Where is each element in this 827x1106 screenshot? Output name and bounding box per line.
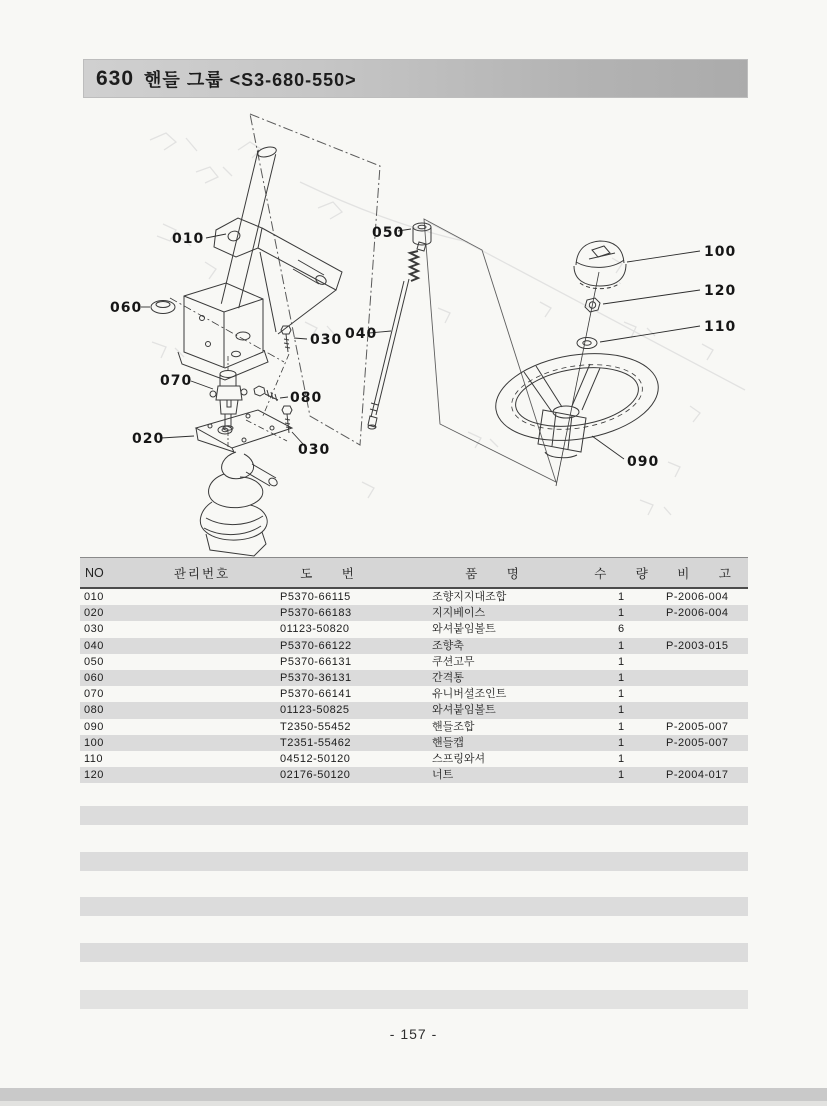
cell-qty: 1 — [617, 655, 625, 668]
cell-mgmt — [152, 686, 252, 702]
cell-remarks — [660, 654, 748, 670]
cell-drawing: P5370-66183 — [280, 607, 352, 620]
empty-row-stripe — [80, 852, 748, 871]
cell-remarks: P-2005-007 — [666, 736, 729, 749]
table-row — [80, 638, 748, 654]
section-number: 630 — [96, 66, 135, 90]
part-handle-cap-100 — [574, 241, 626, 289]
cell-remarks — [660, 670, 748, 686]
table-row — [80, 621, 748, 637]
cell-no: 010 — [84, 591, 104, 603]
callout-030-upper: 030 — [310, 332, 343, 348]
cell-no: 070 — [84, 688, 104, 701]
part-spring-washer-110 — [577, 338, 597, 349]
cell-qty: 1 — [617, 736, 625, 749]
page-number: - 157 - — [389, 1026, 438, 1042]
header-quantity: 수 량 — [594, 566, 648, 581]
cell-drawing: P5370-66131 — [280, 655, 352, 668]
cell-qty: 1 — [617, 688, 625, 701]
callout-120: 120 — [704, 283, 737, 299]
cell-drawing: P5370-36131 — [280, 671, 352, 684]
cell-name: 지지베이스 — [432, 607, 486, 620]
empty-row-stripe — [80, 806, 748, 825]
header-mgmt-number: 관리번호 — [173, 566, 231, 581]
cell-no: 040 — [84, 639, 104, 652]
cell-name: 조향지지대조합 — [432, 591, 507, 603]
cell-mgmt — [152, 751, 252, 767]
cell-no: 080 — [84, 704, 104, 717]
cell-no: 030 — [84, 623, 104, 636]
cell-mgmt — [152, 719, 252, 735]
exploded-parts-diagram — [80, 105, 750, 560]
cell-mgmt — [152, 767, 252, 783]
cell-remarks — [660, 621, 748, 637]
table-row — [80, 589, 748, 605]
callout-030-lower: 030 — [298, 442, 331, 458]
callout-050: 050 — [372, 225, 405, 241]
cell-drawing: 04512-50120 — [280, 752, 351, 765]
cell-remarks: P-2005-007 — [666, 720, 729, 733]
table-row — [80, 719, 748, 735]
part-washer-bolt-030-upper — [262, 326, 291, 418]
callout-070: 070 — [160, 373, 193, 389]
header-part-name: 품 명 — [465, 566, 519, 581]
table-row — [80, 654, 748, 670]
table-row — [80, 686, 748, 702]
parts-table-header — [80, 557, 748, 589]
cell-drawing: T2350-55452 — [280, 720, 351, 733]
cell-qty: 1 — [617, 752, 625, 765]
cell-qty: 1 — [617, 591, 625, 603]
cell-remarks: P-2006-004 — [666, 607, 729, 620]
cell-name: 핸들캡 — [432, 736, 464, 749]
parts-table — [80, 557, 748, 783]
callout-060: 060 — [110, 300, 143, 316]
cell-drawing: P5370-66122 — [280, 639, 352, 652]
cell-qty: 1 — [617, 671, 625, 684]
cell-drawing: 02176-50120 — [280, 769, 351, 782]
cell-remarks — [660, 702, 748, 718]
table-row — [80, 767, 748, 783]
table-row — [80, 670, 748, 686]
callout-080: 080 — [290, 390, 323, 406]
cell-name: 와셔붙임볼트 — [432, 704, 496, 717]
cell-qty: 1 — [617, 704, 625, 717]
cell-name: 유니버셜조인트 — [432, 688, 507, 701]
scan-edge-artifact — [0, 1088, 827, 1101]
table-row — [80, 751, 748, 767]
assembly-plane-outlines — [250, 114, 556, 482]
empty-row-stripe — [80, 990, 748, 1009]
callout-100: 100 — [704, 244, 737, 260]
cell-qty: 1 — [617, 720, 625, 733]
cell-name: 너트 — [432, 769, 454, 782]
cell-name: 와셔붙임볼트 — [432, 623, 496, 636]
cell-remarks: P-2004-017 — [666, 769, 729, 782]
table-row — [80, 605, 748, 621]
table-row — [80, 735, 748, 751]
cell-no: 020 — [84, 607, 104, 620]
cell-name: 간격통 — [432, 671, 464, 684]
cell-qty: 1 — [617, 607, 625, 620]
header-no: NO — [85, 565, 104, 580]
cell-name: 스프링와셔 — [432, 752, 486, 765]
cell-name: 쿠션고무 — [432, 655, 475, 668]
parts-table-body — [80, 589, 748, 783]
section-title: 핸들 그룹 <S3-680-550> — [144, 69, 357, 90]
cell-no: 050 — [84, 655, 104, 668]
cell-remarks: P-2003-015 — [666, 639, 729, 652]
header-drawing-number: 도 번 — [300, 566, 354, 581]
cell-mgmt — [152, 735, 252, 751]
cell-qty: 1 — [617, 769, 625, 782]
cell-qty: 6 — [617, 623, 625, 636]
callout-040: 040 — [345, 326, 378, 342]
cell-no: 100 — [84, 736, 104, 749]
header-remarks: 비 고 — [677, 566, 731, 581]
cell-mgmt — [152, 670, 252, 686]
part-support-base-020 — [196, 410, 292, 556]
cell-mgmt — [152, 654, 252, 670]
cell-remarks: P-2006-004 — [666, 591, 729, 603]
cell-drawing: P5370-66141 — [280, 688, 352, 701]
cell-mgmt — [152, 589, 252, 605]
cell-no: 060 — [84, 671, 104, 684]
cell-drawing: 01123-50820 — [280, 623, 350, 636]
cell-qty: 1 — [617, 639, 625, 652]
part-spacer-grommet-060 — [151, 298, 284, 362]
scan-edge-artifact-light — [0, 1101, 827, 1106]
cell-mgmt — [152, 605, 252, 621]
cell-drawing: P5370-66115 — [280, 591, 351, 603]
cell-no: 110 — [84, 752, 104, 765]
cell-drawing: T2351-55462 — [280, 736, 351, 749]
cell-drawing: 01123-50825 — [280, 704, 350, 717]
cell-name: 조향축 — [432, 639, 464, 652]
section-title-bar — [83, 59, 748, 98]
part-cushion-rubber-050 — [413, 223, 431, 245]
cell-remarks — [660, 751, 748, 767]
callout-090: 090 — [627, 454, 660, 470]
callout-010: 010 — [172, 231, 205, 247]
callout-020: 020 — [132, 431, 165, 447]
table-row — [80, 702, 748, 718]
cell-remarks — [660, 686, 748, 702]
cell-mgmt — [152, 702, 252, 718]
cell-no: 090 — [84, 720, 104, 733]
cell-mgmt — [152, 638, 252, 654]
cell-name: 핸들조합 — [432, 720, 475, 733]
cell-no: 120 — [84, 769, 104, 782]
cell-mgmt — [152, 621, 252, 637]
callout-110: 110 — [704, 319, 737, 335]
empty-row-stripe — [80, 897, 748, 916]
empty-row-stripe — [80, 943, 748, 962]
